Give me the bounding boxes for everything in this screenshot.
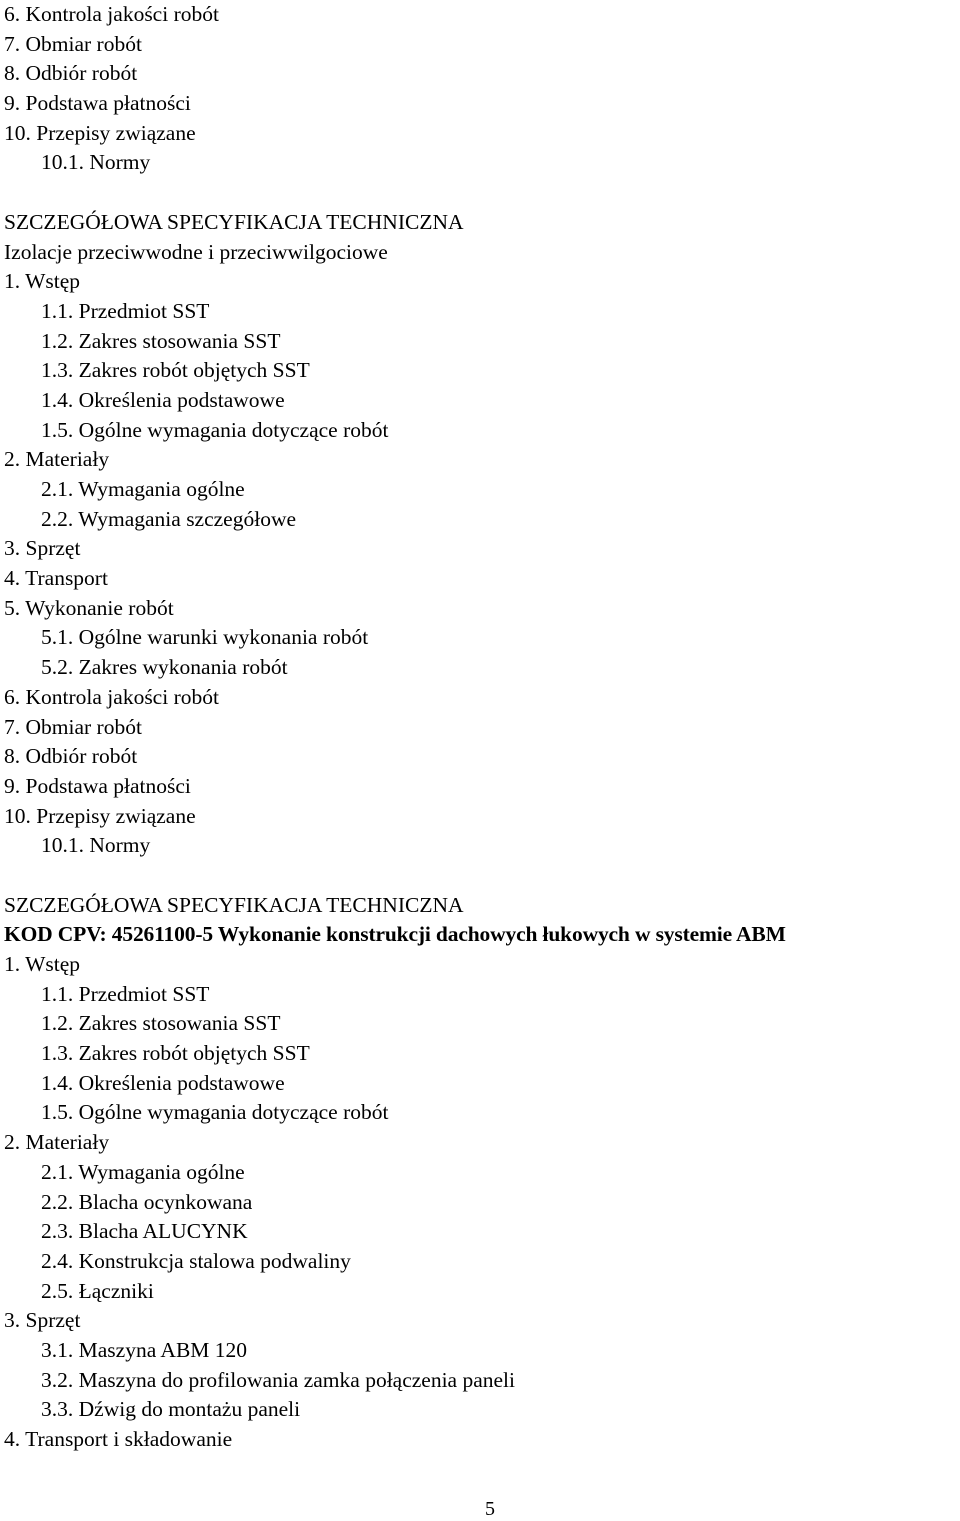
toc-subitem: 1.5. Ogólne wymagania dotyczące robót xyxy=(41,417,389,442)
toc-subitem: 5.1. Ogólne warunki wykonania robót xyxy=(41,625,369,650)
spec-1-heading: SZCZEGÓŁOWA SPECYFIKACJA TECHNICZNA xyxy=(4,209,464,234)
toc-item: 9. Podstawa płatności xyxy=(4,773,191,798)
toc-subitem: 1.5. Ogólne wymagania dotyczące robót xyxy=(41,1100,389,1125)
toc-subitem: 2.2. Wymagania szczegółowe xyxy=(41,506,297,531)
toc-item: 9. Podstawa płatności xyxy=(4,91,191,116)
toc-subitem: 1.4. Określenia podstawowe xyxy=(41,387,285,412)
toc-subitem: 2.1. Wymagania ogólne xyxy=(41,1159,245,1184)
toc-subitem: 1.4. Określenia podstawowe xyxy=(41,1070,285,1095)
toc-subitem: 2.4. Konstrukcja stalowa podwaliny xyxy=(41,1248,351,1273)
toc-subitem: 1.3. Zakres robót objętych SST xyxy=(41,358,310,383)
toc-subitem: 2.2. Blacha ocynkowana xyxy=(41,1189,253,1214)
spacer xyxy=(4,861,960,891)
toc-item: 6. Kontrola jakości robót xyxy=(4,2,219,26)
toc-item: 4. Transport xyxy=(4,566,108,591)
toc-subitem: 3.1. Maszyna ABM 120 xyxy=(41,1337,248,1362)
toc-item: 2. Materiały xyxy=(4,1130,110,1155)
toc-subitem: 10.1. Normy xyxy=(41,833,151,858)
spacer xyxy=(4,178,960,208)
spec-2-toc xyxy=(4,950,960,1455)
spec-1-toc xyxy=(4,267,960,861)
toc-subitem: 2.5. Łączniki xyxy=(41,1278,154,1303)
spec-2-subtitle: KOD CPV: 45261100-5 Wykonanie konstrukcji dachowych łukowych w systemie ABM xyxy=(4,922,786,947)
toc-item: 1. Wstęp xyxy=(4,269,81,294)
toc-item: 3. Sprzęt xyxy=(4,1308,81,1333)
toc-item: 10. Przepisy związane xyxy=(4,803,196,828)
toc-item: 8. Odbiór robót xyxy=(4,61,138,86)
spec-2-heading: SZCZEGÓŁOWA SPECYFIKACJA TECHNICZNA xyxy=(4,892,464,917)
toc-item: 5. Wykonanie robót xyxy=(4,595,174,620)
spec-1-subtitle: Izolacje przeciwwodne i przeciwwilgociowe xyxy=(4,239,388,264)
toc-item: 2. Materiały xyxy=(4,447,110,472)
toc-item: 7. Obmiar robót xyxy=(4,714,142,739)
toc-item: 7. Obmiar robót xyxy=(4,31,142,56)
toc-subitem: 1.2. Zakres stosowania SST xyxy=(41,328,281,353)
toc-subitem: 3.2. Maszyna do profilowania zamka połączenia paneli xyxy=(41,1367,516,1392)
toc-subitem: 1.3. Zakres robót objętych SST xyxy=(41,1041,310,1066)
toc-item: 4. Transport i składowanie xyxy=(4,1427,233,1451)
toc-subitem: 1.1. Przedmiot SST xyxy=(41,298,210,323)
toc-item: 10. Przepisy związane xyxy=(4,120,196,145)
toc-subitem: 1.2. Zakres stosowania SST xyxy=(41,1011,281,1036)
toc-subitem: 3.3. Dźwig do montażu paneli xyxy=(41,1397,301,1422)
document-body xyxy=(4,0,960,1455)
toc-continuation xyxy=(4,0,960,178)
toc-item: 3. Sprzęt xyxy=(4,536,81,561)
page-number: 5 xyxy=(485,1498,495,1520)
toc-subitem: 2.1. Wymagania ogólne xyxy=(41,477,245,501)
toc-item: 1. Wstęp xyxy=(4,952,81,976)
toc-subitem: 5.2. Zakres wykonania robót xyxy=(41,655,288,680)
toc-item: 8. Odbiór robót xyxy=(4,744,138,769)
toc-subitem: 2.3. Blacha ALUCYNK xyxy=(41,1219,248,1244)
toc-subitem: 1.1. Przedmiot SST xyxy=(41,981,210,1006)
toc-item: 6. Kontrola jakości robót xyxy=(4,684,219,709)
toc-subitem: 10.1. Normy xyxy=(41,150,151,175)
spec-section-2 xyxy=(4,891,960,1455)
spec-section-1 xyxy=(4,208,960,861)
